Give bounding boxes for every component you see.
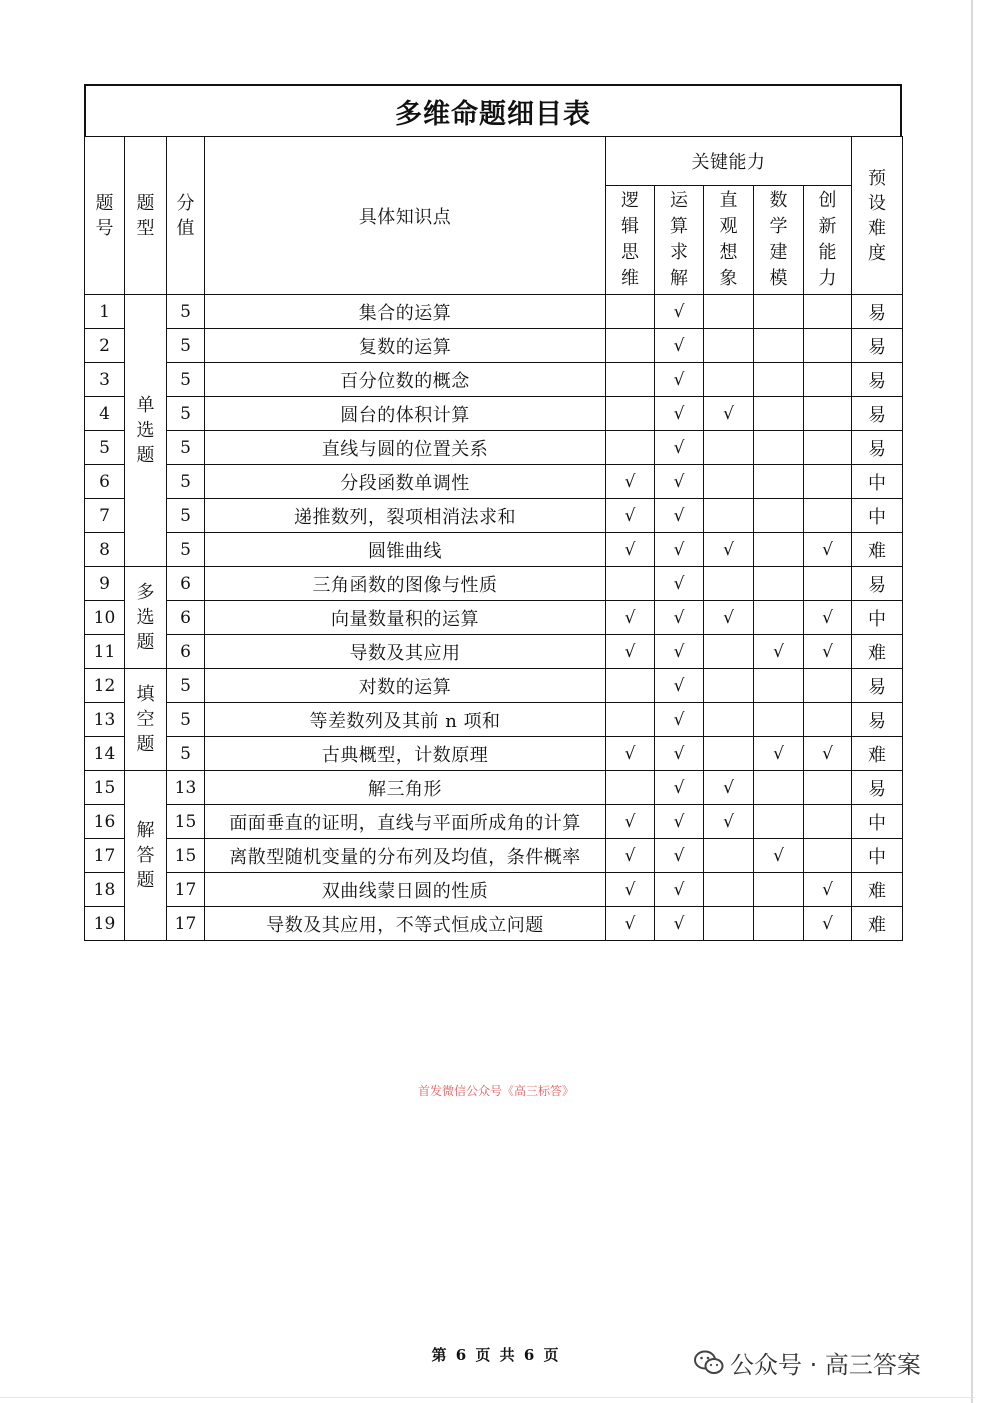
table-row [85,363,903,397]
knowledge-point: 等差数列及其前 n 项和 [205,703,606,737]
spec-table [84,136,903,941]
table-row [85,567,903,601]
score-value: 6 [167,567,205,601]
question-number: 19 [85,907,125,941]
difficulty-value: 易 [852,431,903,465]
check-mark: √ [673,743,685,764]
score-value: 17 [167,873,205,907]
check-mark: √ [723,539,734,560]
difficulty-value: 易 [852,397,903,431]
score-value: 5 [167,431,205,465]
knowledge-point: 集合的运算 [205,295,606,329]
header-key-abilities: 关键能力 [606,137,852,186]
header-ability-calculation: 运算求解 [655,186,704,295]
score-value: 5 [167,499,205,533]
ability-cell-logic [606,873,655,907]
ability-cell-modeling [754,601,804,635]
ability-cell-innovation [804,329,852,363]
ability-cell-calculation [655,465,704,499]
ability-cell-innovation [804,295,852,329]
question-number: 18 [85,873,125,907]
ability-cell-logic [606,465,655,499]
check-mark: √ [673,675,685,696]
difficulty-value: 易 [852,669,903,703]
question-type-label: 解答题 [136,820,155,891]
ability-cell-logic [606,635,655,669]
score-value: 5 [167,397,205,431]
ability-cell-intuition [704,499,754,533]
table-row [85,805,903,839]
question-type-label: 单选题 [136,395,155,466]
ability-cell-modeling [754,805,804,839]
table-row [85,397,903,431]
check-mark: √ [673,301,685,322]
check-mark: √ [673,845,685,866]
ability-cell-calculation [655,397,704,431]
ability-cell-calculation [655,669,704,703]
ability-cell-intuition [704,873,754,907]
difficulty-value: 中 [852,601,903,635]
ability-cell-innovation [804,805,852,839]
difficulty-value: 易 [852,329,903,363]
check-mark: √ [673,335,685,356]
ability-cell-intuition [704,805,754,839]
ability-cell-calculation [655,329,704,363]
ability-cell-innovation [804,363,852,397]
ability-cell-logic [606,397,655,431]
check-mark: √ [673,471,685,492]
ability-cell-intuition [704,465,754,499]
ability-cell-modeling [754,737,804,771]
check-mark: √ [673,437,685,458]
ability-cell-modeling [754,465,804,499]
question-number: 6 [85,465,125,499]
check-mark: √ [673,369,685,390]
ability-cell-intuition [704,431,754,465]
ability-cell-logic [606,907,655,941]
ability-cell-intuition [704,363,754,397]
question-number: 12 [85,669,125,703]
check-mark: √ [673,811,685,832]
ability-cell-calculation [655,839,704,873]
check-mark: √ [673,505,685,526]
knowledge-point: 古典概型，计数原理 [205,737,606,771]
check-mark: √ [723,403,734,424]
knowledge-point: 圆台的体积计算 [205,397,606,431]
score-value: 6 [167,601,205,635]
difficulty-value: 难 [852,907,903,941]
knowledge-point: 圆锥曲线 [205,533,606,567]
ability-cell-logic [606,703,655,737]
knowledge-point: 导数及其应用 [205,635,606,669]
table-row [85,635,903,669]
ability-cell-modeling [754,431,804,465]
ability-cell-modeling [754,363,804,397]
ability-cell-innovation [804,601,852,635]
ability-cell-logic [606,805,655,839]
check-mark: √ [673,403,685,424]
knowledge-point: 导数及其应用，不等式恒成立问题 [205,907,606,941]
difficulty-value: 中 [852,499,903,533]
ability-cell-calculation [655,295,704,329]
check-mark: √ [673,539,685,560]
scan-right-edge [971,0,973,1403]
header-knowledge-point: 具体知识点 [205,137,606,295]
question-type-group [125,771,167,941]
ability-cell-modeling [754,669,804,703]
check-mark: √ [723,811,734,832]
question-type-group [125,567,167,669]
table-row [85,431,903,465]
ability-cell-modeling [754,567,804,601]
difficulty-value: 易 [852,567,903,601]
ability-cell-innovation [804,669,852,703]
watermark-text: 首发微信公众号《高三标答》 [417,1084,574,1098]
table-row [85,329,903,363]
table-row [85,295,903,329]
check-mark: √ [822,913,833,934]
ability-cell-calculation [655,567,704,601]
ability-cell-intuition [704,635,754,669]
ability-cell-calculation [655,635,704,669]
brand-text: 公众号 · 高三答案 [730,1351,921,1379]
ability-cell-logic [606,601,655,635]
ability-cell-intuition [704,329,754,363]
check-mark: √ [773,845,784,866]
score-value: 5 [167,703,205,737]
check-mark: √ [624,607,636,628]
difficulty-value: 易 [852,363,903,397]
ability-cell-innovation [804,635,852,669]
check-mark: √ [822,743,833,764]
question-type-label: 填空题 [136,684,155,755]
ability-cell-modeling [754,329,804,363]
knowledge-point: 递推数列，裂项相消法求和 [205,499,606,533]
score-value: 15 [167,805,205,839]
ability-cell-calculation [655,907,704,941]
question-number: 13 [85,703,125,737]
question-number: 3 [85,363,125,397]
ability-cell-innovation [804,907,852,941]
check-mark: √ [673,607,685,628]
difficulty-value: 中 [852,465,903,499]
header-ability-innovation: 创新能力 [804,186,852,295]
ability-cell-logic [606,771,655,805]
check-mark: √ [624,539,636,560]
score-value: 17 [167,907,205,941]
score-value: 6 [167,635,205,669]
ability-cell-intuition [704,295,754,329]
check-mark: √ [624,811,636,832]
question-number: 7 [85,499,125,533]
ability-cell-intuition [704,669,754,703]
ability-cell-innovation [804,499,852,533]
question-number: 10 [85,601,125,635]
ability-cell-modeling [754,635,804,669]
score-value: 5 [167,295,205,329]
ability-cell-calculation [655,703,704,737]
ability-cell-intuition [704,771,754,805]
ability-cell-intuition [704,839,754,873]
ability-cell-innovation [804,839,852,873]
header-ability-logic: 逻辑思维 [606,186,655,295]
question-number: 15 [85,771,125,805]
check-mark: √ [624,471,636,492]
brand-badge [694,1345,921,1380]
knowledge-point: 向量数量积的运算 [205,601,606,635]
check-mark: √ [624,505,636,526]
ability-cell-calculation [655,737,704,771]
ability-cell-calculation [655,431,704,465]
knowledge-point: 直线与圆的位置关系 [205,431,606,465]
ability-cell-innovation [804,737,852,771]
ability-cell-calculation [655,601,704,635]
knowledge-point: 复数的运算 [205,329,606,363]
check-mark: √ [624,641,636,662]
header-question-number: 题号 [85,137,125,295]
difficulty-value: 易 [852,295,903,329]
check-mark: √ [773,743,784,764]
check-mark: √ [822,641,833,662]
ability-cell-logic [606,499,655,533]
ability-cell-modeling [754,397,804,431]
question-number: 16 [85,805,125,839]
check-mark: √ [773,641,784,662]
header-ability-modeling: 数学建模 [754,186,804,295]
difficulty-value: 中 [852,805,903,839]
ability-cell-logic [606,669,655,703]
ability-cell-intuition [704,567,754,601]
check-mark: √ [624,879,636,900]
ability-cell-modeling [754,873,804,907]
ability-cell-innovation [804,567,852,601]
ability-cell-calculation [655,805,704,839]
check-mark: √ [624,845,636,866]
ability-cell-intuition [704,397,754,431]
header-question-type: 题型 [125,137,167,295]
question-number: 14 [85,737,125,771]
ability-cell-logic [606,737,655,771]
table-row [85,601,903,635]
knowledge-point: 对数的运算 [205,669,606,703]
check-mark: √ [723,607,734,628]
table-row [85,737,903,771]
ability-cell-innovation [804,873,852,907]
check-mark: √ [624,743,636,764]
score-value: 13 [167,771,205,805]
ability-cell-innovation [804,465,852,499]
table-row [85,771,903,805]
ability-cell-innovation [804,431,852,465]
ability-cell-modeling [754,907,804,941]
knowledge-point: 百分位数的概念 [205,363,606,397]
table-row [85,669,903,703]
question-type-group [125,295,167,567]
knowledge-point: 面面垂直的证明，直线与平面所成角的计算 [205,805,606,839]
question-number: 11 [85,635,125,669]
table-row [85,873,903,907]
scan-bottom-edge [0,1397,975,1398]
check-mark: √ [822,607,833,628]
ability-cell-modeling [754,703,804,737]
check-mark: √ [624,913,636,934]
table-row [85,499,903,533]
knowledge-point: 分段函数单调性 [205,465,606,499]
ability-cell-intuition [704,737,754,771]
difficulty-value: 难 [852,533,903,567]
ability-cell-intuition [704,907,754,941]
difficulty-value: 难 [852,873,903,907]
difficulty-value: 易 [852,703,903,737]
ability-cell-modeling [754,533,804,567]
score-value: 5 [167,737,205,771]
table-row [85,907,903,941]
ability-cell-intuition [704,533,754,567]
question-number: 1 [85,295,125,329]
knowledge-point: 三角函数的图像与性质 [205,567,606,601]
difficulty-value: 难 [852,635,903,669]
question-number: 17 [85,839,125,873]
check-mark: √ [673,709,685,730]
ability-cell-intuition [704,703,754,737]
ability-cell-modeling [754,499,804,533]
ability-cell-modeling [754,839,804,873]
question-number: 9 [85,567,125,601]
header-ability-intuition: 直观想象 [704,186,754,295]
spec-table-wrapper [84,84,902,941]
ability-cell-calculation [655,533,704,567]
ability-cell-innovation [804,771,852,805]
wechat-icon [694,1350,724,1376]
ability-cell-modeling [754,295,804,329]
ability-cell-innovation [804,703,852,737]
knowledge-point: 双曲线蒙日圆的性质 [205,873,606,907]
difficulty-value: 中 [852,839,903,873]
ability-cell-intuition [704,601,754,635]
score-value: 15 [167,839,205,873]
ability-cell-calculation [655,363,704,397]
question-number: 2 [85,329,125,363]
score-value: 5 [167,363,205,397]
header-score: 分值 [167,137,205,295]
table-row [85,533,903,567]
table-row [85,839,903,873]
check-mark: √ [673,777,685,798]
score-value: 5 [167,533,205,567]
ability-cell-logic [606,329,655,363]
difficulty-value: 难 [852,737,903,771]
ability-cell-logic [606,533,655,567]
knowledge-point: 离散型随机变量的分布列及均值，条件概率 [205,839,606,873]
score-value: 5 [167,669,205,703]
ability-cell-logic [606,363,655,397]
ability-cell-logic [606,839,655,873]
ability-cell-modeling [754,771,804,805]
ability-cell-calculation [655,771,704,805]
ability-cell-calculation [655,873,704,907]
knowledge-point: 解三角形 [205,771,606,805]
check-mark: √ [673,913,685,934]
ability-cell-innovation [804,533,852,567]
difficulty-value: 易 [852,771,903,805]
ability-cell-logic [606,295,655,329]
table-row [85,703,903,737]
page-footer: 第 6 页 共 6 页 [431,1346,561,1364]
question-number: 5 [85,431,125,465]
check-mark: √ [673,641,685,662]
ability-cell-innovation [804,397,852,431]
check-mark: √ [822,539,833,560]
check-mark: √ [822,879,833,900]
question-type-group [125,669,167,771]
score-value: 5 [167,329,205,363]
table-title: 多维命题细目表 [84,84,902,136]
question-number: 4 [85,397,125,431]
ability-cell-logic [606,431,655,465]
score-value: 5 [167,465,205,499]
question-number: 8 [85,533,125,567]
table-row [85,465,903,499]
header-difficulty: 预设难度 [852,137,903,295]
check-mark: √ [723,777,734,798]
ability-cell-calculation [655,499,704,533]
ability-cell-logic [606,567,655,601]
check-mark: √ [673,573,685,594]
check-mark: √ [673,879,685,900]
question-type-label: 多选题 [136,582,155,653]
